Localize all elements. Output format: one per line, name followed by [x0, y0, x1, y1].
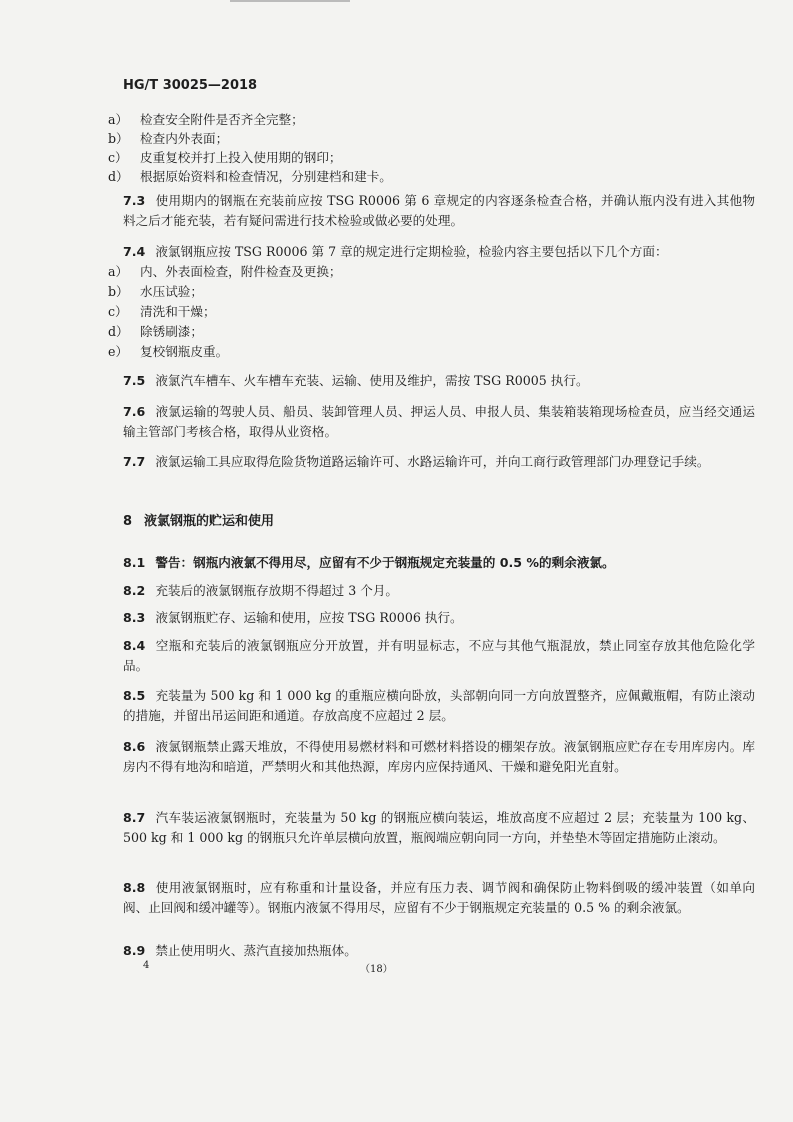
clause-8-6 — [123, 737, 755, 777]
clause-8-8 — [123, 878, 755, 918]
list-item — [108, 148, 342, 168]
clause-number: 8.4 — [123, 638, 146, 653]
clause-number: 7.3 — [123, 193, 146, 208]
list-item — [108, 322, 203, 342]
list-marker: a） — [108, 112, 129, 127]
clause-text: 液氯汽车槽车、火车槽车充装、运输、使用及维护，需按 TSG R0005 执行。 — [155, 373, 589, 388]
clause-text: 液氯钢瓶应按 TSG R0006 第 7 章的规定进行定期检验，检验内容主要包括以下几个方面： — [155, 244, 668, 259]
list-item — [108, 167, 392, 187]
list-marker: d） — [108, 324, 129, 339]
clause-number: 8.5 — [123, 688, 146, 703]
list-item — [108, 129, 228, 149]
clause-number: 8.2 — [123, 583, 146, 598]
clause-8-4 — [123, 636, 755, 676]
clause-number: 8.8 — [123, 880, 146, 895]
list-marker: d） — [108, 169, 129, 184]
clause-8-5 — [123, 686, 755, 726]
clause-7-4 — [123, 242, 755, 262]
list-text: 水压试验； — [140, 284, 203, 299]
clause-number: 8.7 — [123, 810, 146, 825]
list-marker: c） — [108, 304, 128, 319]
original-page-number: （18） — [360, 964, 393, 975]
clause-8-9 — [123, 941, 755, 961]
clause-number: 8.1 — [123, 555, 146, 570]
clause-7-5 — [123, 371, 755, 391]
chapter-title: 液氯钢瓶的贮运和使用 — [144, 514, 275, 529]
clause-text: 使用期内的钢瓶在充装前应按 TSG R0006 第 6 章规定的内容逐条检查合格，并确认瓶内没有进入其他物料之后才能充装，若有疑问需进行技术检验或做必要的处理。 — [123, 193, 755, 228]
clause-text: 充装后的液氯钢瓶存放期不得超过 3 个月。 — [155, 583, 399, 598]
clause-number: 7.4 — [123, 244, 146, 259]
clause-text: 警告：钢瓶内液氯不得用尽，应留有不少于钢瓶规定充装量的 0.5 %的剩余液氯。 — [155, 555, 615, 570]
clause-text: 液氯运输工具应取得危险货物道路运输许可、水路运输许可，并向工商行政管理部门办理登记手续。 — [155, 454, 710, 469]
clause-8-2 — [123, 581, 755, 601]
list-item — [108, 110, 304, 130]
list-text: 内、外表面检查，附件检查及更换； — [140, 264, 342, 279]
clause-number: 7.5 — [123, 373, 146, 388]
clause-number: 8.3 — [123, 610, 146, 625]
list-marker: a） — [108, 264, 129, 279]
list-text: 除锈刷漆； — [140, 324, 203, 339]
list-item — [108, 302, 216, 322]
list-marker: b） — [108, 284, 129, 299]
clause-text: 使用液氯钢瓶时，应有称重和计量设备，并应有压力表、调节阀和确保防止物料倒吸的缓冲装置（如单向阀、止回阀和缓冲罐等）。钢瓶内液氯不得用尽，应留有不少于钢瓶规定充装量的 0.5 % 的剩余液氯。 — [123, 880, 755, 915]
clause-7-7 — [123, 452, 755, 472]
list-marker: e） — [108, 344, 129, 359]
list-marker: c） — [108, 150, 128, 165]
standard-number: HG/T 30025—2018 — [123, 78, 258, 93]
list-item — [108, 342, 228, 362]
scan-edge — [230, 0, 350, 2]
page-number: 4 — [143, 960, 150, 971]
clause-text: 汽车装运液氯钢瓶时，充装量为 50 kg 的钢瓶应横向装运，堆放高度不应超过 2 层；充装量为 100 kg、500 kg 和 1 000 kg 的钢瓶只允许单层横向放置，瓶阀端应朝向同一方向，并垫垫木等固定措施防止滚动。 — [123, 810, 755, 845]
clause-text: 空瓶和充装后的液氯钢瓶应分开放置，并有明显标志，不应与其他气瓶混放，禁止同室存放其他危险化学品。 — [123, 638, 755, 673]
list-item — [108, 282, 203, 302]
clause-7-6 — [123, 402, 755, 442]
list-text: 根据原始资料和检查情况，分别建档和建卡。 — [140, 169, 392, 184]
clause-text: 禁止使用明火、蒸汽直接加热瓶体。 — [155, 943, 357, 958]
clause-number: 7.7 — [123, 454, 146, 469]
chapter-number: 8 — [123, 514, 133, 529]
list-text: 检查内外表面； — [140, 131, 229, 146]
clause-text: 液氯运输的驾驶人员、船员、装卸管理人员、押运人员、申报人员、集装箱装箱现场检查员，应当经交通运输主管部门考核合格，取得从业资格。 — [123, 404, 755, 439]
list-marker: b） — [108, 131, 129, 146]
list-text: 清洗和干燥； — [140, 304, 216, 319]
clause-number: 8.6 — [123, 739, 146, 754]
clause-7-3 — [123, 191, 755, 231]
list-text: 检查安全附件是否齐全完整； — [140, 112, 304, 127]
clause-text: 液氯钢瓶贮存、运输和使用，应按 TSG R0006 执行。 — [155, 610, 463, 625]
clause-8-1 — [123, 553, 755, 573]
clause-number: 7.6 — [123, 404, 146, 419]
clause-8-3 — [123, 608, 755, 628]
list-text: 皮重复校并打上投入使用期的钢印； — [140, 150, 342, 165]
clause-8-7 — [123, 808, 755, 848]
clause-number: 8.9 — [123, 943, 146, 958]
clause-text: 液氯钢瓶禁止露天堆放，不得使用易燃材料和可燃材料搭设的棚架存放。液氯钢瓶应贮存在专用库房内。库房内不得有地沟和暗道，严禁明火和其他热源，库房内应保持通风、干燥和避免阳光直射。 — [123, 739, 755, 774]
chapter-8-heading — [123, 510, 274, 529]
clause-text: 充装量为 500 kg 和 1 000 kg 的重瓶应横向卧放，头部朝向同一方向放置整齐，应佩戴瓶帽，有防止滚动的措施，并留出吊运间距和通道。存放高度不应超过 2 层。 — [123, 688, 755, 723]
list-text: 复校钢瓶皮重。 — [140, 344, 229, 359]
list-item — [108, 262, 342, 282]
